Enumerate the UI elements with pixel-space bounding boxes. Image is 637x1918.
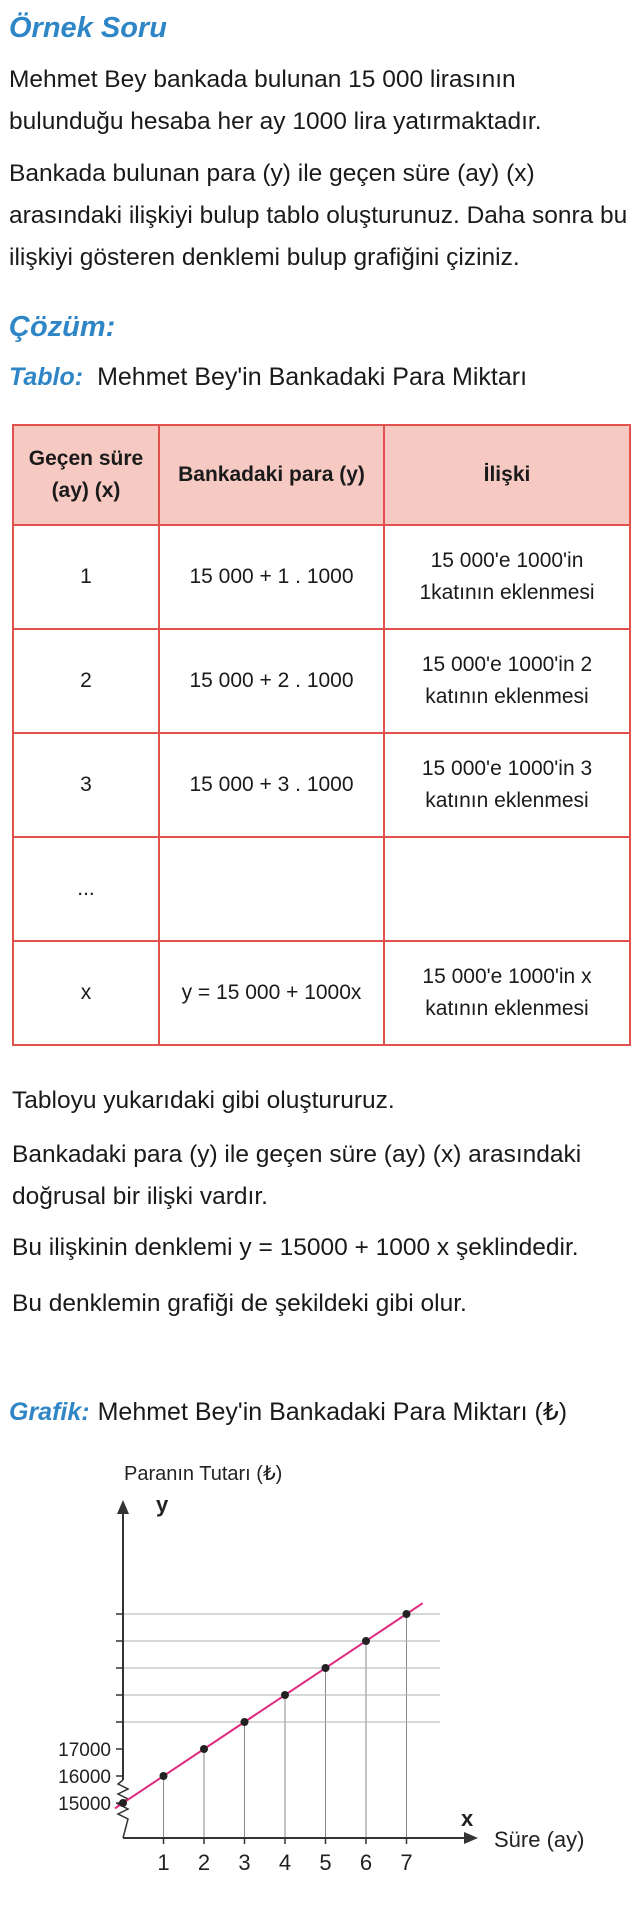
x-axis-arrow-icon <box>464 1832 478 1844</box>
x-tick-label: 3 <box>238 1850 251 1875</box>
table-cell-money: 15 000 + 3 . 1000 <box>159 733 384 837</box>
table-row <box>13 525 630 629</box>
x-axis-title: Süre (ay) <box>494 1827 585 1852</box>
x-tick-label: 5 <box>319 1850 332 1875</box>
relation-table <box>12 424 629 1046</box>
chart-labels <box>58 1463 584 1875</box>
table-row <box>13 941 630 1045</box>
solution-heading: Çözüm: <box>9 311 116 343</box>
example-paragraph-2: Bankada bulunan para (y) ile geçen süre (ay) (x) arasındaki ilişkiyi bulup tablo oluşturunuz. Daha sonra bu ilişkiyi gösteren denklemi bulup grafiğini çiziniz. <box>9 160 628 271</box>
table-cell-month: x <box>13 941 159 1045</box>
table-caption <box>9 363 527 392</box>
data-point <box>119 1799 127 1807</box>
y-axis-letter: y <box>156 1492 169 1517</box>
graph-caption <box>9 1397 567 1427</box>
statement-table-built: Tabloyu yukarıdaki gibi oluştururuz. <box>12 1087 395 1114</box>
data-point <box>200 1745 208 1753</box>
table-caption-text: Mehmet Bey'in Bankadaki Para Miktarı <box>97 363 528 391</box>
chart-series <box>115 1603 423 1808</box>
header-relation: İlişki <box>384 425 630 525</box>
statement-equation: Bu ilişkinin denklemi y = 15000 + 1000 x şeklindedir. <box>12 1234 579 1261</box>
table-cell-money: y = 15 000 + 1000x <box>159 941 384 1045</box>
table-cell-month: 3 <box>13 733 159 837</box>
table-header-row <box>13 425 630 525</box>
y-tick-label: 16000 <box>58 1767 111 1788</box>
data-point <box>281 1691 289 1699</box>
x-tick-label: 2 <box>197 1850 211 1875</box>
table-cell-relation <box>384 837 630 941</box>
table-cell-money: 15 000 + 1 . 1000 <box>159 525 384 629</box>
x-axis-letter: x <box>461 1806 474 1831</box>
y-tick-label: 15000 <box>58 1794 111 1815</box>
table-row <box>13 837 630 941</box>
data-point <box>160 1772 168 1780</box>
table-cell-month: 1 <box>13 525 159 629</box>
money-line-chart <box>0 1440 637 1910</box>
table-cell-relation: 15 000'e 1000'in 2 katının eklenmesi <box>384 629 630 733</box>
graph-caption-label: Grafik: <box>9 1398 90 1426</box>
table-cell-month: 2 <box>13 629 159 733</box>
graph-caption-text: Mehmet Bey'in Bankadaki Para Miktarı (₺) <box>97 1398 568 1426</box>
y-tick-label: 17000 <box>58 1740 111 1761</box>
data-point <box>403 1610 411 1618</box>
chart-grid <box>123 1614 440 1838</box>
statement-graph: Bu denklemin grafiği de şekildeki gibi olur. <box>12 1290 467 1317</box>
example-title: Örnek Soru <box>9 12 167 44</box>
data-point <box>322 1664 330 1672</box>
table-cell-relation: 15 000'e 1000'in x katının eklenmesi <box>384 941 630 1045</box>
table-cell-relation: 15 000'e 1000'in 3 katının eklenmesi <box>384 733 630 837</box>
table-caption-label: Tablo: <box>9 363 84 391</box>
data-point <box>362 1637 370 1645</box>
table-cell-money <box>159 837 384 941</box>
table-cell-relation: 15 000'e 1000'in 1katının eklenmesi <box>384 525 630 629</box>
x-tick-label: 6 <box>359 1850 373 1875</box>
x-tick-label: 4 <box>278 1850 292 1875</box>
table-cell-money: 15 000 + 2 . 1000 <box>159 629 384 733</box>
header-bank-money: Bankadaki para (y) <box>159 425 384 525</box>
example-paragraph-1: Mehmet Bey bankada bulunan 15 000 lirasının bulunduğu hesaba her ay 1000 lira yatırmaktadır. <box>9 66 542 135</box>
chart-axes <box>116 1500 478 1844</box>
y-axis-title: Paranın Tutarı (₺) <box>124 1463 283 1485</box>
x-tick-label: 1 <box>157 1850 170 1875</box>
statement-linear-relation: Bankadaki para (y) ile geçen süre (ay) (x) arasındaki doğrusal bir ilişki vardır. <box>12 1141 582 1210</box>
table-row <box>13 733 630 837</box>
x-tick-label: 7 <box>400 1850 413 1875</box>
data-point <box>241 1718 249 1726</box>
table-cell-month: ... <box>13 837 159 941</box>
header-elapsed-time: Geçen süre (ay) (x) <box>13 425 159 525</box>
table-row <box>13 629 630 733</box>
y-axis-arrow-icon <box>117 1500 129 1514</box>
y-axis-break-zigzag <box>118 1780 128 1838</box>
